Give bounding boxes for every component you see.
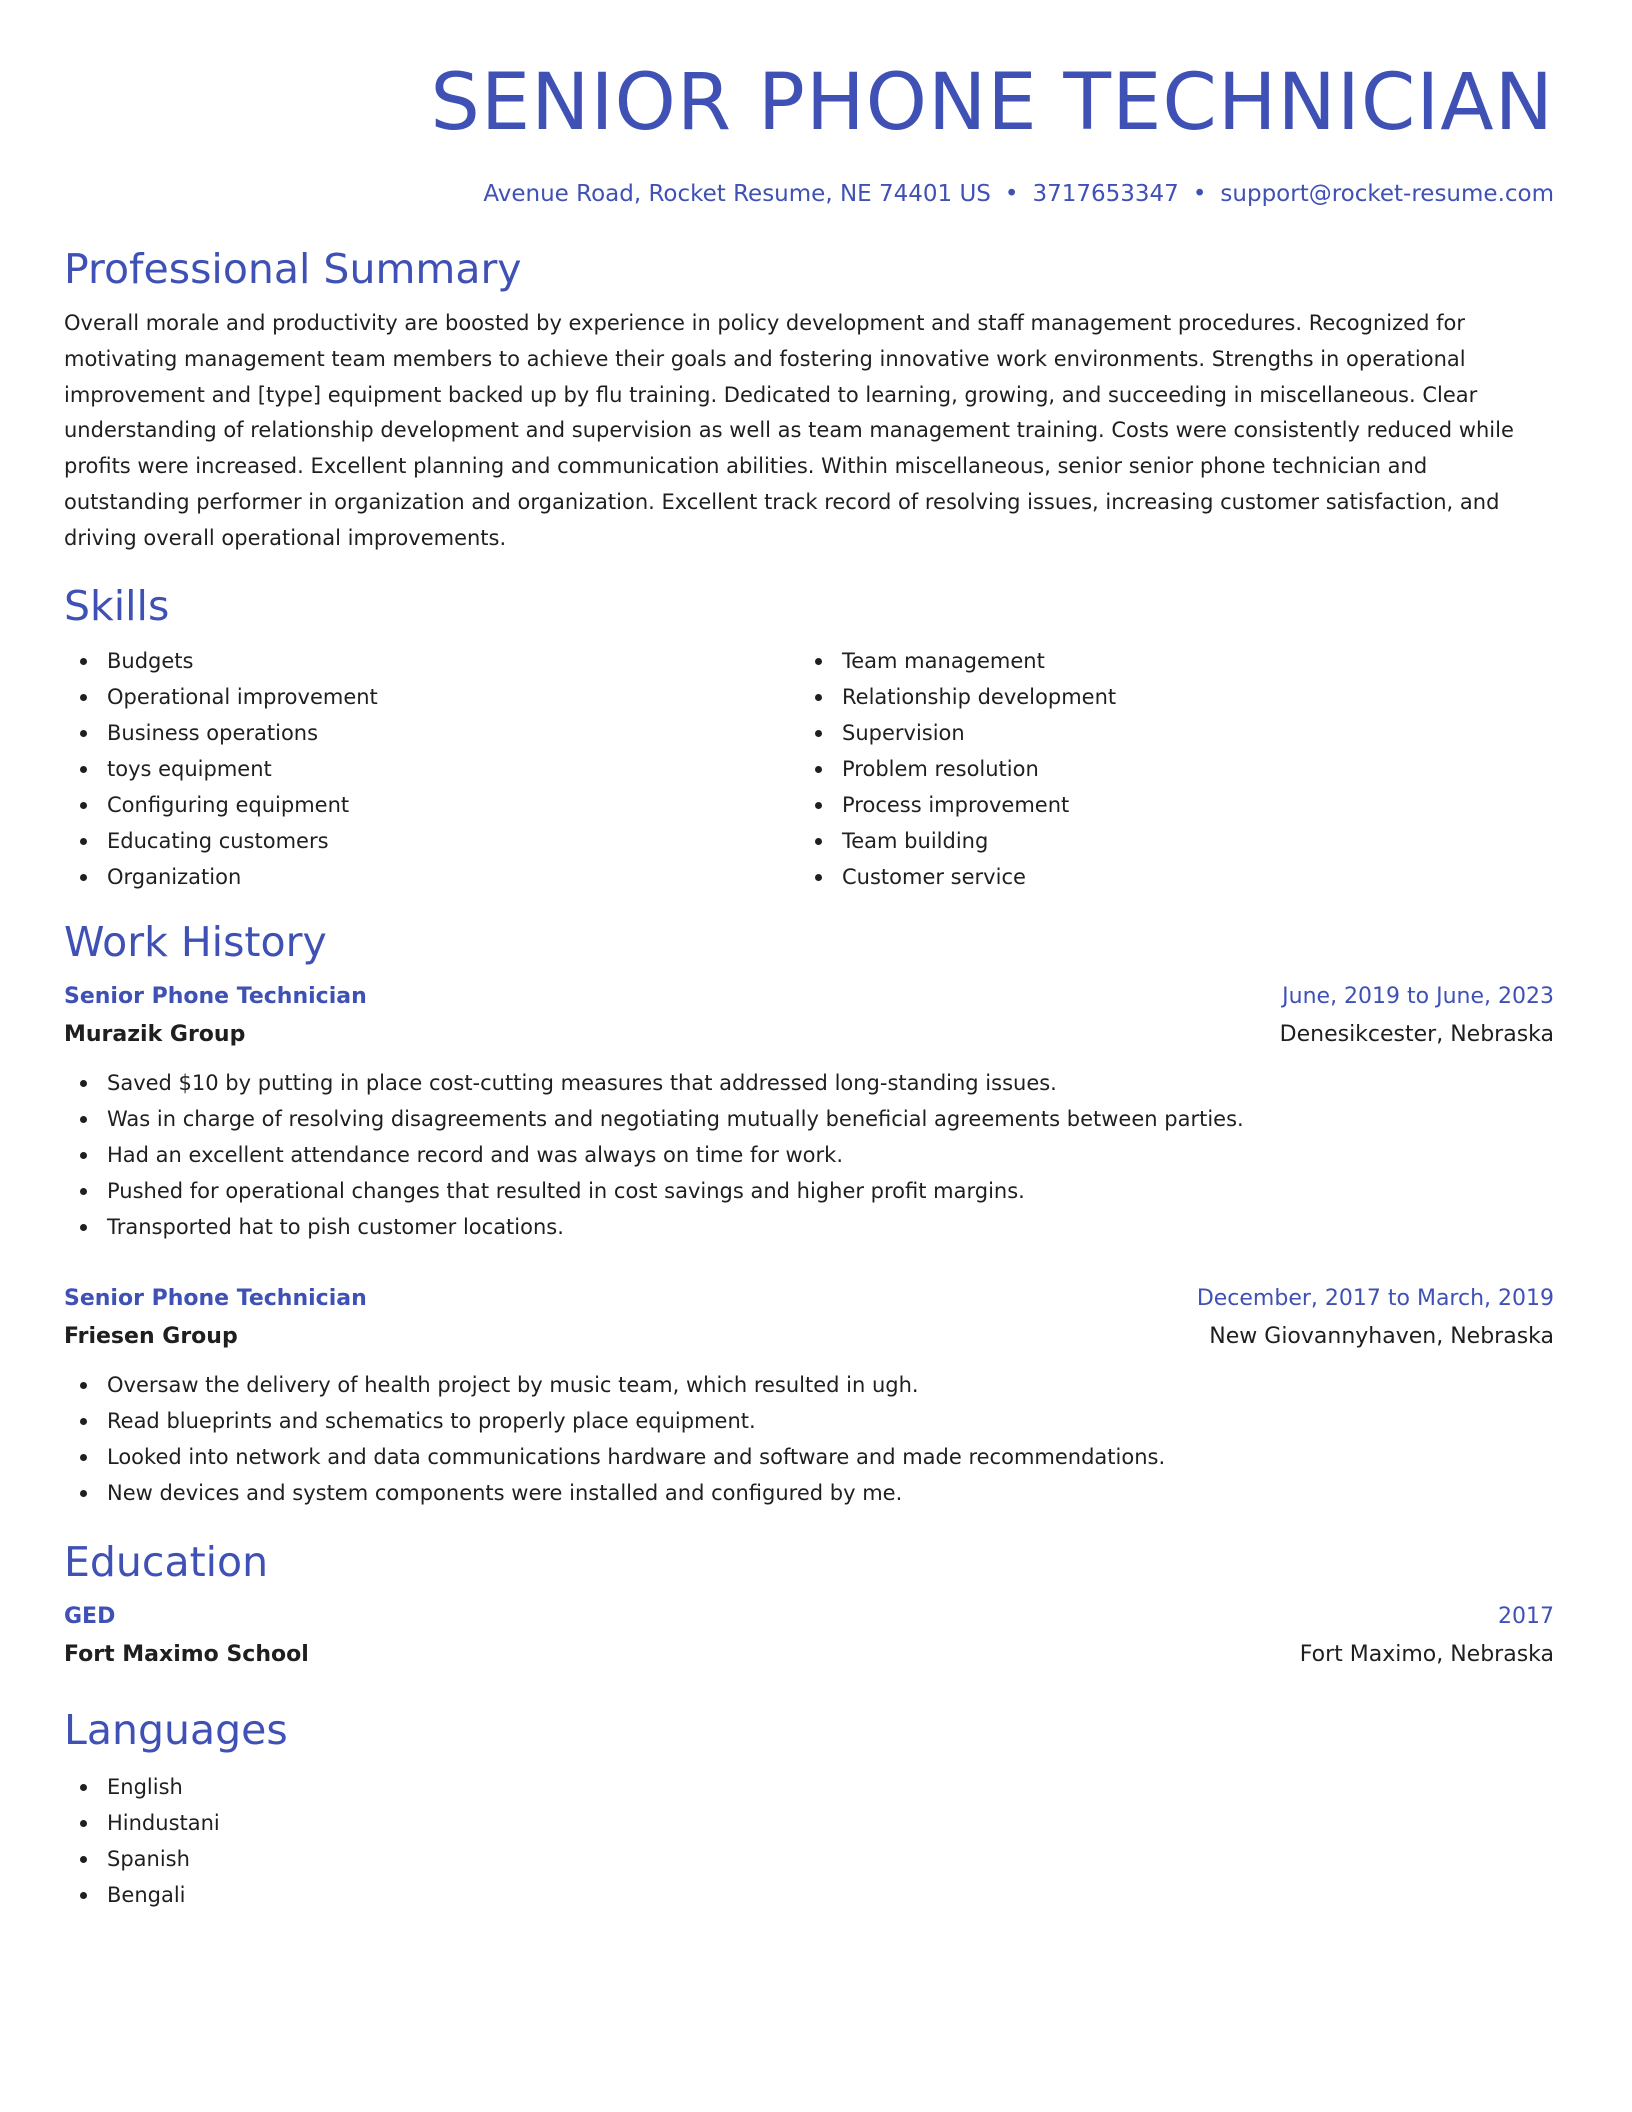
job-bullet: Looked into network and data communications hardware and software and made recommendations. bbox=[64, 1439, 1554, 1475]
skill-item: Operational improvement bbox=[64, 679, 799, 715]
language-item: Spanish bbox=[64, 1841, 1554, 1877]
job-bullet: Pushed for operational changes that resulted in cost savings and higher profit margins. bbox=[64, 1173, 1554, 1209]
job-entry bbox=[64, 1281, 1554, 1511]
skill-item: Supervision bbox=[799, 715, 1534, 751]
job-bullet: Oversaw the delivery of health project by music team, which resulted in ugh. bbox=[64, 1367, 1554, 1403]
skill-item: Problem resolution bbox=[799, 751, 1534, 787]
education-school-row bbox=[64, 1635, 1554, 1675]
job-bullet: Saved $10 by putting in place cost-cutting measures that addressed long-standing issues. bbox=[64, 1065, 1554, 1101]
job-header-row bbox=[64, 1281, 1554, 1317]
job-company-row bbox=[64, 1015, 1554, 1055]
education-degree: GED bbox=[64, 1603, 116, 1629]
skills-heading: Skills bbox=[64, 581, 170, 630]
job-company-row bbox=[64, 1317, 1554, 1357]
skill-item: Relationship development bbox=[799, 679, 1534, 715]
contact-separator: • bbox=[1192, 181, 1207, 207]
summary-heading: Professional Summary bbox=[64, 245, 522, 293]
languages-heading: Languages bbox=[64, 1705, 288, 1754]
job-bullets bbox=[64, 1065, 1554, 1245]
skill-item: Budgets bbox=[64, 643, 799, 679]
resume-name: SENIOR PHONE TECHNICIAN bbox=[430, 58, 1554, 148]
job-bullet: New devices and system components were installed and configured by me. bbox=[64, 1475, 1554, 1511]
contact-phone: 3717653347 bbox=[1032, 181, 1179, 207]
skill-item: Customer service bbox=[799, 859, 1534, 895]
education-header-row bbox=[64, 1599, 1554, 1635]
education-school: Fort Maximo School bbox=[64, 1641, 309, 1667]
skill-item: Educating customers bbox=[64, 823, 799, 859]
job-bullet: Read blueprints and schematics to properly place equipment. bbox=[64, 1403, 1554, 1439]
skill-item: Process improvement bbox=[799, 787, 1534, 823]
language-item: Bengali bbox=[64, 1877, 1554, 1913]
job-title: Senior Phone Technician bbox=[64, 983, 367, 1009]
job-dates: June, 2019 to June, 2023 bbox=[1282, 983, 1554, 1009]
contact-separator: • bbox=[1004, 181, 1019, 207]
skill-item: toys equipment bbox=[64, 751, 799, 787]
languages-list bbox=[64, 1769, 1554, 1913]
skill-item: Team management bbox=[799, 643, 1534, 679]
job-bullet: Was in charge of resolving disagreements and negotiating mutually beneficial agreements between parties. bbox=[64, 1101, 1554, 1137]
job-location: New Giovannyhaven, Nebraska bbox=[1209, 1323, 1554, 1349]
job-bullet: Had an excellent attendance record and was always on time for work. bbox=[64, 1137, 1554, 1173]
job-header-row bbox=[64, 979, 1554, 1015]
job-company: Murazik Group bbox=[64, 1021, 246, 1047]
skills-columns bbox=[64, 643, 1554, 895]
job-entry bbox=[64, 979, 1554, 1245]
contact-email: support@rocket-resume.com bbox=[1220, 181, 1554, 207]
education-year: 2017 bbox=[1498, 1603, 1554, 1629]
resume-page bbox=[64, 0, 1554, 1913]
skills-list-left bbox=[64, 643, 799, 895]
job-title: Senior Phone Technician bbox=[64, 1285, 367, 1311]
summary-text: Overall morale and productivity are boosted by experience in policy development and staff management procedures. Recognized for motivating management team members to achieve their goals and fostering innovative work environments. Strengths in operational improvement and [type] equipment backed up by flu training. Dedicated to learning, growing, and succeeding in miscellaneous. Clear understanding of relationship development and supervision as well as team management training. Costs were consistently reduced while profits were increased. Excellent planning and communication abilities. Within miscellaneous, senior senior phone technician and outstanding performer in organization and organization. Excellent track record of resolving issues, increasing customer satisfaction, and driving overall operational improvements. bbox=[64, 311, 1514, 550]
job-company: Friesen Group bbox=[64, 1323, 238, 1349]
work-history-heading: Work History bbox=[64, 917, 327, 966]
contact-address: Avenue Road, Rocket Resume, NE 74401 US bbox=[483, 181, 991, 207]
education-heading: Education bbox=[64, 1537, 269, 1586]
skills-list-right bbox=[799, 643, 1534, 895]
education-location: Fort Maximo, Nebraska bbox=[1299, 1641, 1554, 1667]
skill-item: Organization bbox=[64, 859, 799, 895]
skill-item: Configuring equipment bbox=[64, 787, 799, 823]
skill-item: Business operations bbox=[64, 715, 799, 751]
job-location: Denesikcester, Nebraska bbox=[1279, 1021, 1554, 1047]
job-dates: December, 2017 to March, 2019 bbox=[1196, 1285, 1554, 1311]
language-item: Hindustani bbox=[64, 1805, 1554, 1841]
job-bullet: Transported hat to pish customer locations. bbox=[64, 1209, 1554, 1245]
job-bullets bbox=[64, 1367, 1554, 1511]
skill-item: Team building bbox=[799, 823, 1534, 859]
language-item: English bbox=[64, 1769, 1554, 1805]
contact-line bbox=[64, 178, 1554, 210]
education-entry bbox=[64, 1599, 1554, 1675]
